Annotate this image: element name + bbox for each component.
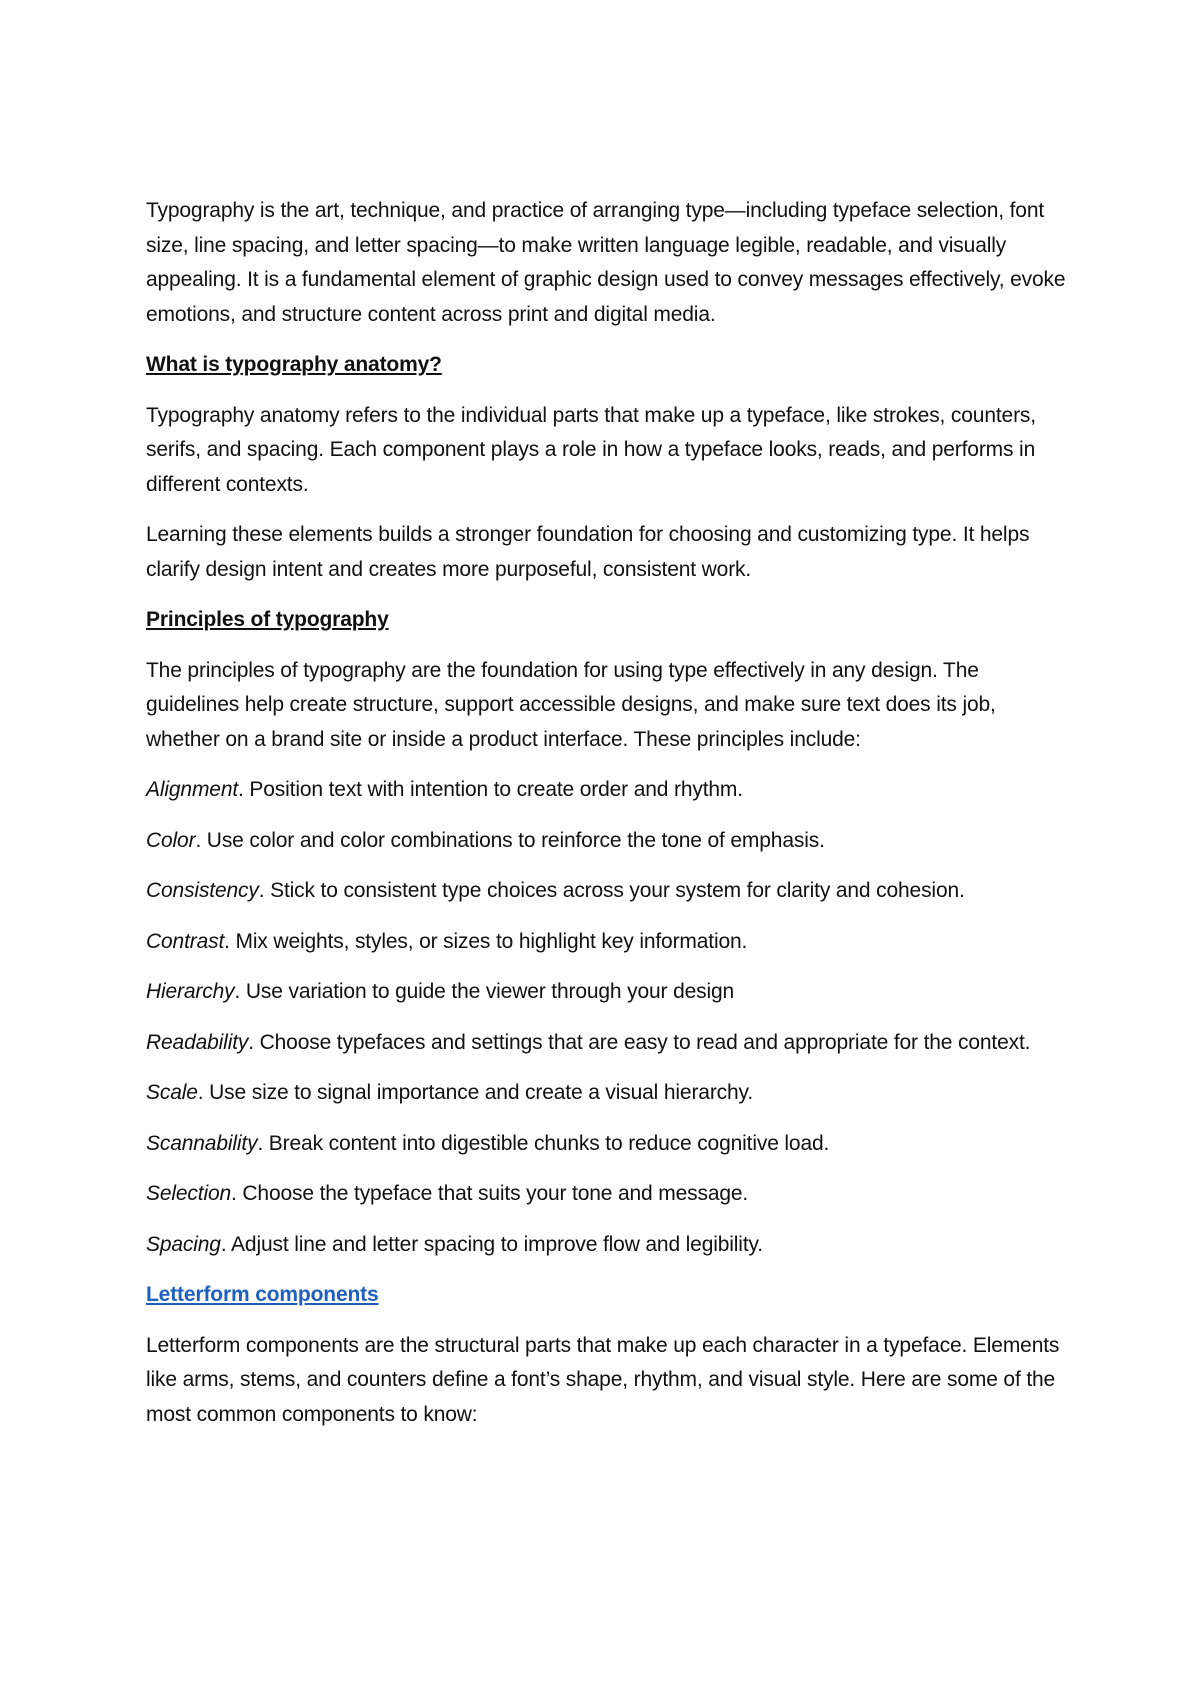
principle-desc: . Stick to consistent type choices across your system for clarity and cohesion. xyxy=(258,879,965,902)
principle-item xyxy=(146,1076,1070,1111)
principle-item xyxy=(146,975,1070,1010)
anatomy-heading: What is typography anatomy? xyxy=(146,353,442,376)
principle-desc: . Choose typefaces and settings that are easy to read and appropriate for the context. xyxy=(248,1030,1031,1054)
principle-desc: . Mix weights, styles, or sizes to highlight key information. xyxy=(224,929,748,953)
principle-term: Contrast xyxy=(146,929,225,953)
principle-desc: . Position text with intention to create order and rhythm. xyxy=(238,778,743,801)
principle-desc: . Choose the typeface that suits your tone and message. xyxy=(231,1182,749,1205)
letterform-heading-link[interactable]: Letterform components xyxy=(146,1283,379,1306)
principle-term: Consistency xyxy=(146,879,259,902)
principle-item xyxy=(146,773,1070,808)
principle-term: Hierarchy xyxy=(146,980,235,1003)
principle-desc: . Use size to signal importance and create a visual hierarchy. xyxy=(197,1081,754,1104)
principles-heading: Principles of typography xyxy=(146,608,389,631)
anatomy-paragraph-1: Typography anatomy refers to the individual parts that make up a typeface, like strokes, counters, serifs, and spacing. Each component plays a role in how a typeface looks, reads, and performs in different contexts. xyxy=(146,403,1036,496)
principle-item xyxy=(146,1026,1070,1061)
principle-term: Color xyxy=(146,828,196,852)
principle-item xyxy=(146,925,1070,960)
principle-item xyxy=(146,1177,1070,1212)
principle-item xyxy=(146,1127,1070,1162)
principle-term: Alignment xyxy=(146,778,239,801)
principle-term: Scale xyxy=(146,1081,198,1104)
document-body xyxy=(146,194,1070,1448)
principle-desc: . Use variation to guide the viewer through your design xyxy=(234,980,735,1003)
principles-intro: The principles of typography are the foundation for using type effectively in any design. The guidelines help create structure, support accessible designs, and make sure text does its job, whether on a brand site or inside a product interface. These principles include: xyxy=(146,658,996,751)
letterform-paragraph: Letterform components are the structural parts that make up each character in a typeface. Elements like arms, stems, and counters define a font’s shape, rhythm, and visual style. Here are some of the most common components to know: xyxy=(146,1333,1060,1426)
principle-term: Readability xyxy=(146,1030,249,1054)
principle-desc: . Adjust line and letter spacing to improve flow and legibility. xyxy=(220,1232,763,1256)
principle-desc: . Use color and color combinations to reinforce the tone of emphasis. xyxy=(195,828,825,852)
principle-term: Spacing xyxy=(146,1232,221,1256)
principle-item xyxy=(146,824,1070,859)
principle-term: Selection xyxy=(146,1182,232,1205)
principle-term: Scannability xyxy=(146,1131,258,1155)
intro-paragraph: Typography is the art, technique, and practice of arranging type—including typeface selection, font size, line spacing, and letter spacing—to make written language legible, readable, and visually appealing. It is a fundamental element of graphic design used to convey messages effectively, evoke emotions, and structure content across print and digital media. xyxy=(146,199,1066,326)
principle-desc: . Break content into digestible chunks to reduce cognitive load. xyxy=(257,1131,830,1155)
principle-item xyxy=(146,1228,1070,1263)
anatomy-paragraph-2: Learning these elements builds a stronger foundation for choosing and customizing type. It helps clarify design intent and creates more purposeful, consistent work. xyxy=(146,523,1030,581)
principle-item xyxy=(146,874,1070,909)
